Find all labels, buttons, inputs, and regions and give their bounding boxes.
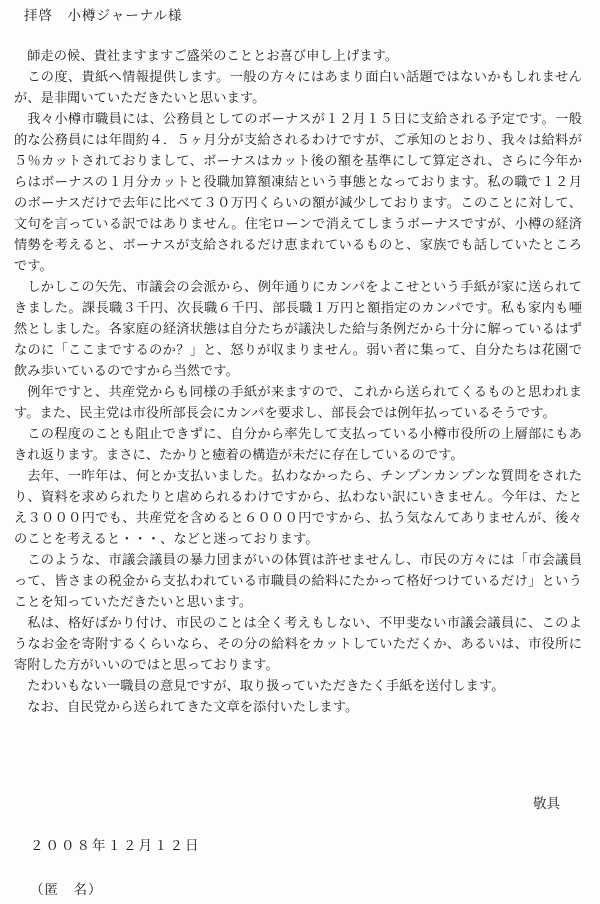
signature: （匿 名） (30, 882, 103, 898)
paragraph: 私は、格好ばかり付け、市民のことは全く考えもしない、不甲斐ない市議会議員に、このようなお金を寄附するくらいなら、その分の給料をカットしていただくか、あるいは、市役所に寄附した方がいいのではと思っております。 (14, 616, 582, 673)
paragraph: この程度のことも阻止できずに、自分から率先して支払っている小樽市役所の上層部にもあきれ返ります。まさに、たかりと癒着の構造が未だに存在しているのです。 (14, 427, 582, 463)
letter-date: ２００８年１２月１２日 (30, 838, 201, 854)
paragraph: 我々小樽市職員には、公務員としてのボーナスが１２月１５日に支給される予定です。一般的な公務員には年間約４．５ヶ月分が支給されるわけですが、ご承知のとおり、我々は給料が５％カットされておりまして、ボーナスはカット後の額を基準にして算定され、さらに今年からはボーナスの１月分カットと役職加算額凍結という事態となっております。私の職で１２月のボーナスだけで去年に比べて３０万円くらいの額が減少しております。このことに対して、文句を言っている訳ではありません。住宅ローンで消えてしまうボーナスですが、小樽の経済情勢を考えると、ボーナスが支給されるだけ恵まれているものと、家族でも話していたところです。 (14, 112, 582, 274)
paragraph: 師走の候、貴社ますますご盛栄のこととお喜び申し上げます。 (27, 49, 399, 64)
closing-remark: 敬具 (533, 796, 560, 812)
paragraph: 例年ですと、共産党からも同様の手紙が来ますので、これから送られてくるものと思われます。また、民主党は市役所部長会にカンパを要求し、部長会では例年払っているそうです。 (14, 385, 582, 421)
salutation: 拝啓 小樽ジャーナル様 (24, 8, 183, 24)
paragraph: しかしこの矢先、市議会の会派から、例年通りにカンパをよこせという手紙が家に送られてきました。課長職３千円、次長職６千円、部長職１万円と額指定のカンパです。私も家内も唖然としました。各家庭の経済状態は自分たちが議決した給与条例だから十分に解っているはずなのに「ここまでするのか？」と、怒りが収まりません。弱い者に集って、自分たちは花園で飲み歩いているのですから当然です。 (14, 280, 582, 379)
paragraph: なお、自民党から送られてきた文章を添付いたします。 (27, 700, 359, 715)
paragraph: この度、貴紙へ情報提供します。一般の方々にはあまり面白い話題ではないかもしれませんが、是非聞いていただきたいと思います。 (14, 70, 582, 106)
letter-body (14, 46, 582, 718)
paragraph: 去年、一昨年は、何とか支払いました。払わなかったら、チンプンカンプンな質問をされたり、資料を求められたりと虐められるわけですから、払わない訳にいきません。今年は、たとえ３０００円でも、共産党を含めると６０００円ですから、払う気なんてありませんが、後々のことを考えると・・・、などと迷っております。 (14, 469, 582, 547)
paragraph: このような、市議会議員の暴力団まがいの体質は許せませんし、市民の方々には「市会議員って、皆さまの税金から支払われている市職員の給料にたかって格好つけているだけ」ということを知っていただきたいと思います。 (14, 553, 582, 610)
paragraph: たわいもない一職員の意見ですが、取り扱っていただきたく手紙を送付します。 (27, 679, 505, 694)
